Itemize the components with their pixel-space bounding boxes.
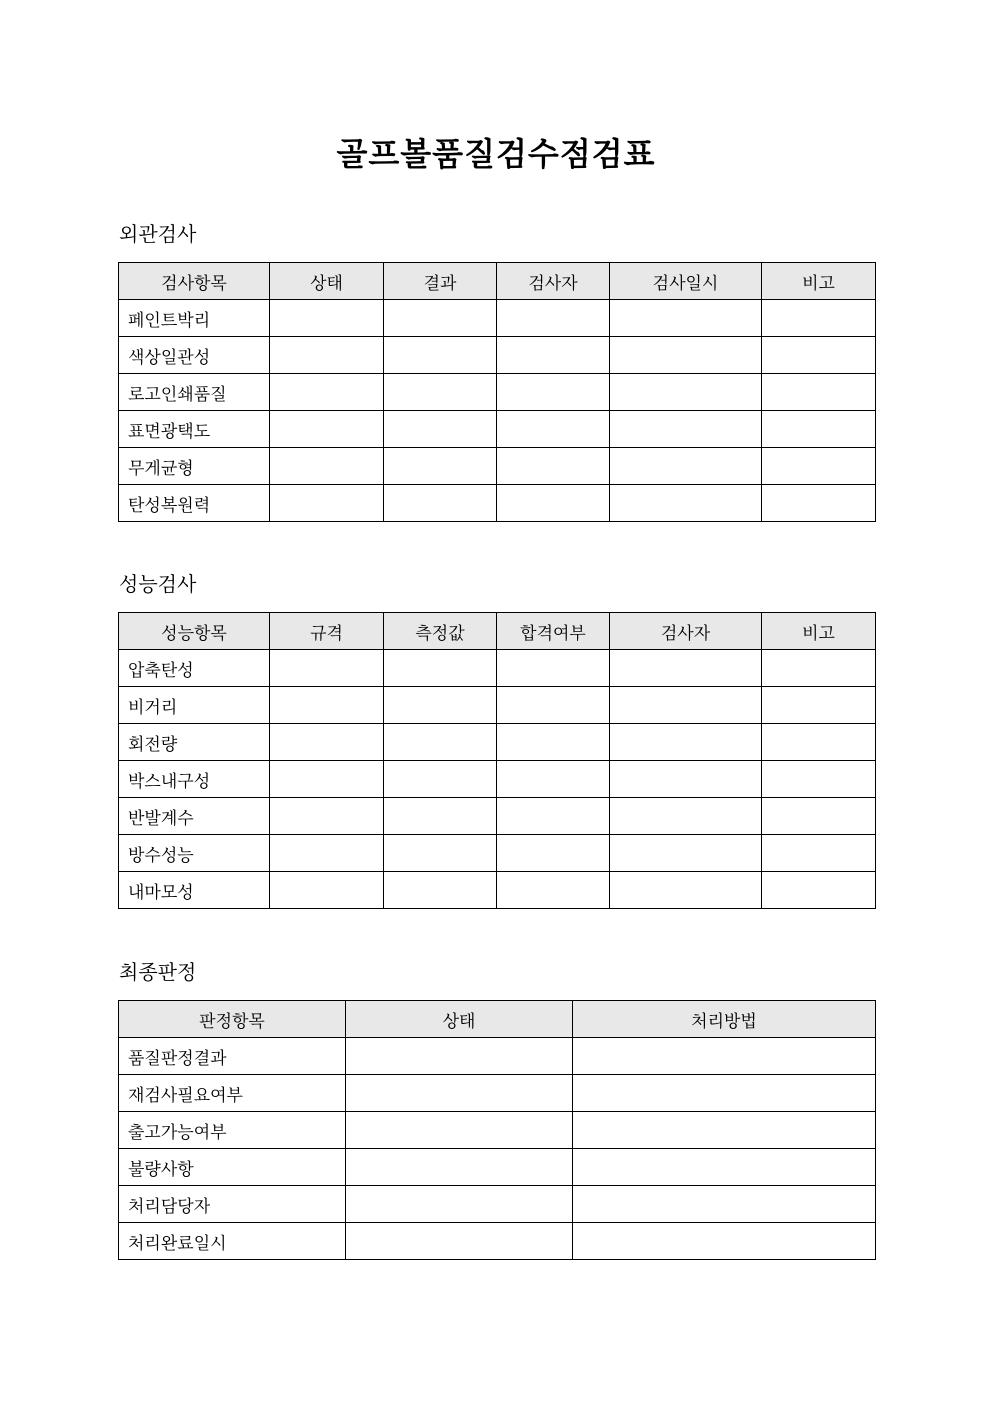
table-cell[interactable]: [346, 1112, 573, 1149]
table-cell[interactable]: [270, 411, 384, 448]
row-label: 품질판정결과: [119, 1038, 346, 1075]
table-cell[interactable]: [270, 448, 384, 485]
column-header: 성능항목: [119, 613, 270, 650]
section-title-final: 최종판정: [119, 960, 197, 984]
row-label: 박스내구성: [119, 761, 270, 798]
table-cell[interactable]: [497, 761, 610, 798]
column-header: 비고: [762, 263, 876, 300]
table-cell[interactable]: [610, 448, 762, 485]
table-cell[interactable]: [346, 1038, 573, 1075]
table-cell[interactable]: [497, 300, 610, 337]
table-cell[interactable]: [384, 761, 497, 798]
table-cell[interactable]: [497, 485, 610, 522]
table-row: [119, 724, 876, 761]
table-cell[interactable]: [270, 300, 384, 337]
table-cell[interactable]: [762, 687, 876, 724]
table-cell[interactable]: [346, 1149, 573, 1186]
column-header: 처리방법: [573, 1001, 876, 1038]
row-label: 방수성능: [119, 835, 270, 872]
table-cell[interactable]: [762, 798, 876, 835]
table-cell[interactable]: [610, 835, 762, 872]
table-cell[interactable]: [610, 300, 762, 337]
table-cell[interactable]: [610, 798, 762, 835]
table-cell[interactable]: [610, 724, 762, 761]
appearance-table: [118, 262, 876, 522]
table-row: [119, 374, 876, 411]
section-title-performance: 성능검사: [119, 572, 197, 596]
row-label: 처리담당자: [119, 1186, 346, 1223]
column-header: 상태: [270, 263, 384, 300]
column-header: 결과: [384, 263, 497, 300]
table-cell[interactable]: [762, 485, 876, 522]
column-header: 검사일시: [610, 263, 762, 300]
table-cell[interactable]: [497, 798, 610, 835]
table-cell[interactable]: [610, 761, 762, 798]
table-cell[interactable]: [497, 374, 610, 411]
table-cell[interactable]: [497, 448, 610, 485]
table-cell[interactable]: [573, 1186, 876, 1223]
row-label: 처리완료일시: [119, 1223, 346, 1260]
table-cell[interactable]: [270, 485, 384, 522]
table-cell[interactable]: [762, 872, 876, 909]
table-cell[interactable]: [762, 448, 876, 485]
table-cell[interactable]: [384, 300, 497, 337]
table-cell[interactable]: [384, 374, 497, 411]
table-cell[interactable]: [762, 300, 876, 337]
column-header: 규격: [270, 613, 384, 650]
table-cell[interactable]: [610, 485, 762, 522]
table-cell[interactable]: [384, 448, 497, 485]
column-header: 상태: [346, 1001, 573, 1038]
table-cell[interactable]: [610, 337, 762, 374]
final-judgment-table: [118, 1000, 876, 1260]
row-label: 탄성복원력: [119, 485, 270, 522]
table-row: [119, 1112, 876, 1149]
row-label: 불량사항: [119, 1149, 346, 1186]
table-cell[interactable]: [384, 872, 497, 909]
table-cell[interactable]: [762, 650, 876, 687]
table-cell[interactable]: [346, 1075, 573, 1112]
table-cell[interactable]: [384, 687, 497, 724]
row-label: 무게균형: [119, 448, 270, 485]
table-cell[interactable]: [270, 374, 384, 411]
table-cell[interactable]: [573, 1223, 876, 1260]
table-row: [119, 1223, 876, 1260]
table-cell[interactable]: [573, 1149, 876, 1186]
row-label: 내마모성: [119, 872, 270, 909]
column-header: 판정항목: [119, 1001, 346, 1038]
table-cell[interactable]: [610, 411, 762, 448]
row-label: 재검사필요여부: [119, 1075, 346, 1112]
table-cell[interactable]: [384, 724, 497, 761]
row-label: 회전량: [119, 724, 270, 761]
table-cell[interactable]: [497, 687, 610, 724]
row-label: 비거리: [119, 687, 270, 724]
table-cell[interactable]: [270, 650, 384, 687]
table-row: [119, 1038, 876, 1075]
table-row: [119, 687, 876, 724]
performance-table: [118, 612, 876, 909]
table-cell[interactable]: [573, 1038, 876, 1075]
table-cell[interactable]: [762, 835, 876, 872]
row-label: 페인트박리: [119, 300, 270, 337]
table-cell[interactable]: [270, 872, 384, 909]
table-row: [119, 485, 876, 522]
table-row: [119, 650, 876, 687]
table-cell[interactable]: [497, 724, 610, 761]
table-cell[interactable]: [573, 1112, 876, 1149]
table-cell[interactable]: [270, 835, 384, 872]
row-label: 압축탄성: [119, 650, 270, 687]
table-row: [119, 1186, 876, 1223]
table-cell[interactable]: [384, 411, 497, 448]
table-row: [119, 761, 876, 798]
table-cell[interactable]: [346, 1186, 573, 1223]
section-title-appearance: 외관검사: [119, 222, 197, 246]
table-row: [119, 411, 876, 448]
table-cell[interactable]: [384, 337, 497, 374]
table-row: [119, 300, 876, 337]
table-cell[interactable]: [497, 337, 610, 374]
table-row: [119, 1149, 876, 1186]
table-row: [119, 835, 876, 872]
table-header-row: [119, 613, 876, 650]
table-cell[interactable]: [762, 724, 876, 761]
table-cell[interactable]: [762, 761, 876, 798]
table-cell[interactable]: [497, 835, 610, 872]
table-cell[interactable]: [610, 687, 762, 724]
table-cell[interactable]: [346, 1223, 573, 1260]
row-label: 로고인쇄품질: [119, 374, 270, 411]
row-label: 색상일관성: [119, 337, 270, 374]
table-cell[interactable]: [270, 761, 384, 798]
table-cell[interactable]: [497, 411, 610, 448]
table-row: [119, 798, 876, 835]
table-row: [119, 1075, 876, 1112]
row-label: 표면광택도: [119, 411, 270, 448]
table-cell[interactable]: [573, 1075, 876, 1112]
table-cell[interactable]: [384, 798, 497, 835]
table-cell[interactable]: [610, 872, 762, 909]
table-cell[interactable]: [497, 650, 610, 687]
table-cell[interactable]: [610, 650, 762, 687]
table-header-row: [119, 1001, 876, 1038]
column-header: 합격여부: [497, 613, 610, 650]
column-header: 검사자: [610, 613, 762, 650]
table-cell[interactable]: [497, 872, 610, 909]
table-cell[interactable]: [762, 337, 876, 374]
table-cell[interactable]: [270, 337, 384, 374]
column-header: 검사자: [497, 263, 610, 300]
table-header-row: [119, 263, 876, 300]
row-label: 출고가능여부: [119, 1112, 346, 1149]
table-row: [119, 872, 876, 909]
table-cell[interactable]: [762, 411, 876, 448]
table-cell[interactable]: [384, 835, 497, 872]
row-label: 반발계수: [119, 798, 270, 835]
column-header: 측정값: [384, 613, 497, 650]
table-cell[interactable]: [384, 485, 497, 522]
table-cell[interactable]: [384, 650, 497, 687]
table-cell[interactable]: [270, 687, 384, 724]
table-row: [119, 448, 876, 485]
table-cell[interactable]: [270, 724, 384, 761]
table-cell[interactable]: [270, 798, 384, 835]
column-header: 비고: [762, 613, 876, 650]
page-title: 골프볼품질검수점검표: [336, 135, 656, 173]
table-row: [119, 337, 876, 374]
table-cell[interactable]: [610, 374, 762, 411]
column-header: 검사항목: [119, 263, 270, 300]
table-cell[interactable]: [762, 374, 876, 411]
